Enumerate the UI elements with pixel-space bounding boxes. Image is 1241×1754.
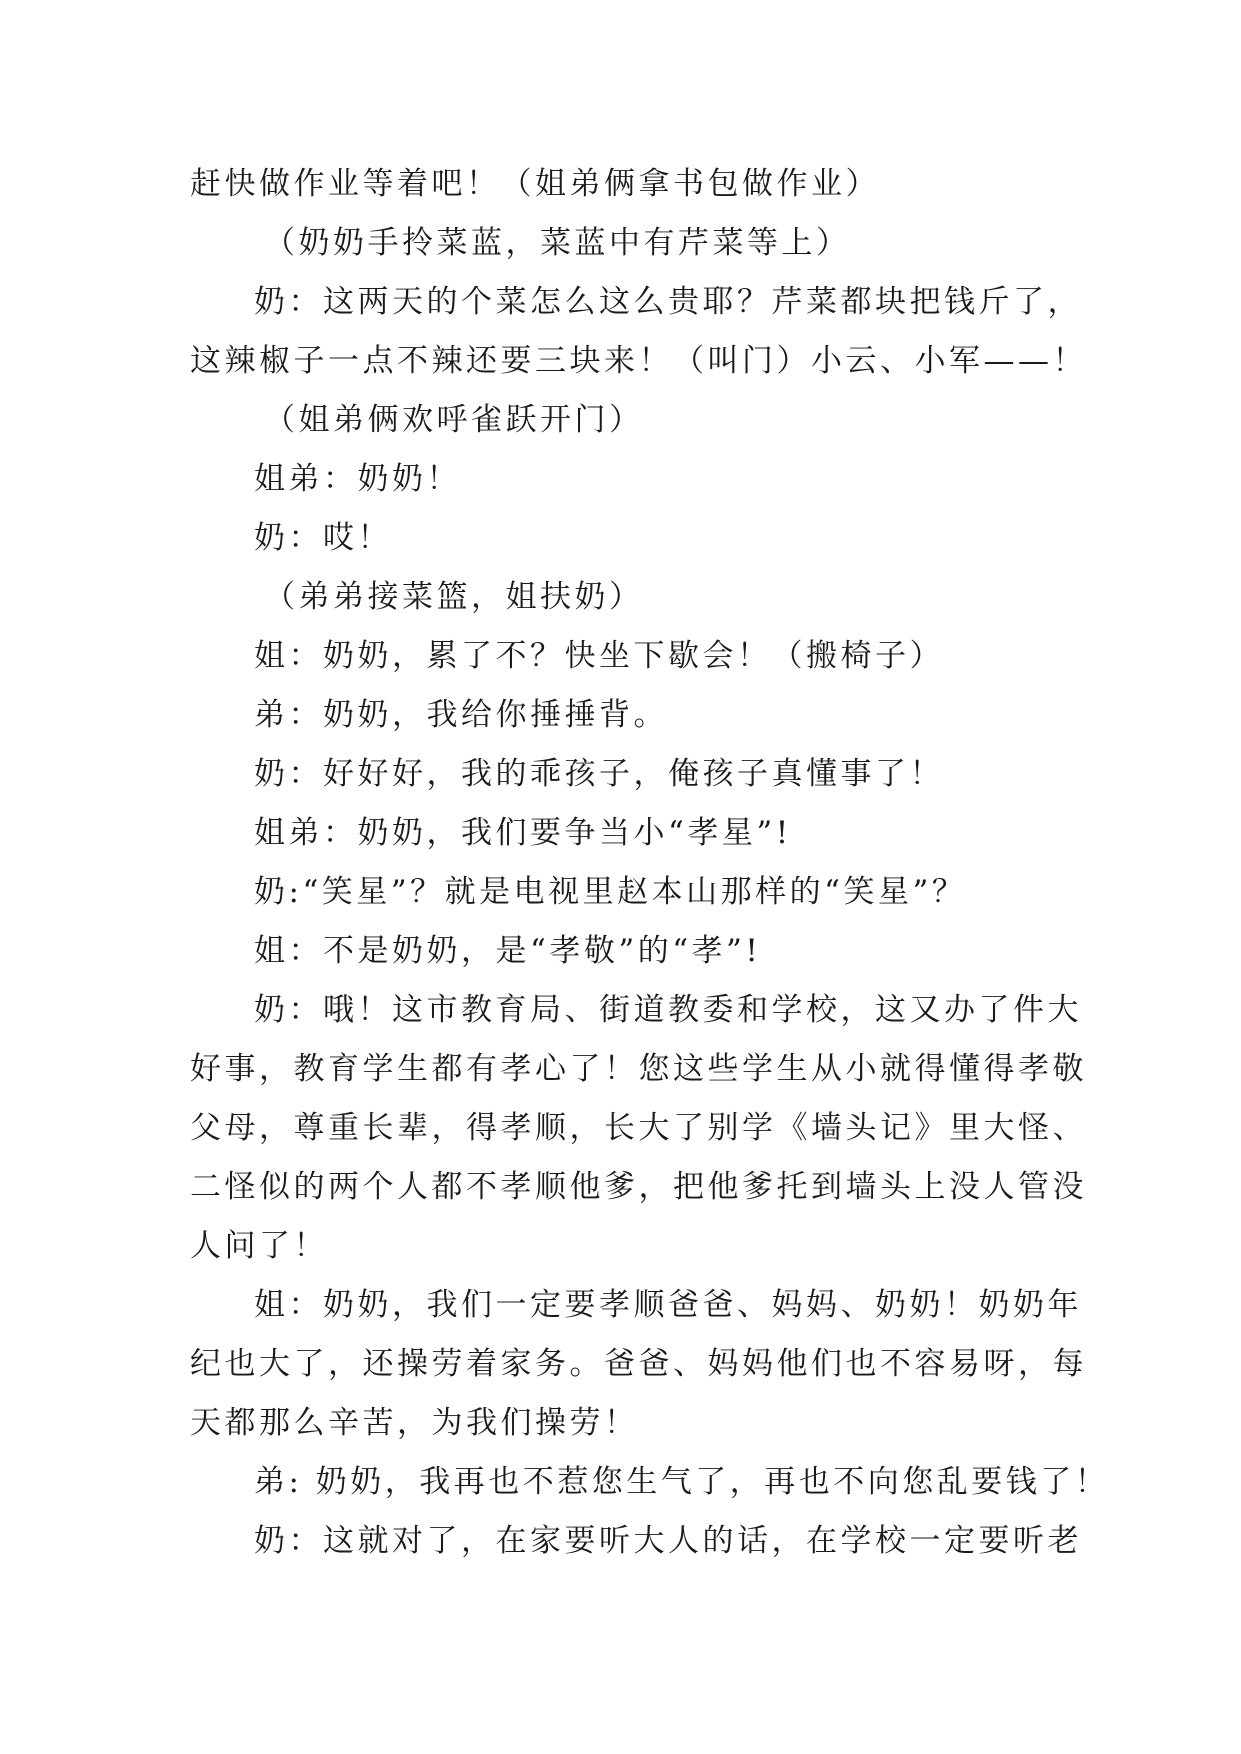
stage-direction: （奶奶手拎菜蓝，菜蓝中有芹菜等上） [264, 225, 851, 261]
dialogue-line: 奶：这两天的个菜怎么这么贵耶？芹菜都块把钱斤了， [254, 284, 1082, 320]
script-text-body [190, 155, 1110, 1571]
dialogue-line: 姐：不是奶奶，是“孝敬”的“孝”! [254, 933, 762, 969]
dialogue-line: 奶：这就对了，在家要听大人的话，在学校一定要听老 [254, 1523, 1082, 1559]
stage-direction: （姐弟俩欢呼雀跃开门） [264, 402, 644, 438]
text-line: 好事，教育学生都有孝心了！您这些学生从小就得懂得孝敬 [190, 1051, 1087, 1087]
dialogue-line: 姐弟：奶奶！ [254, 461, 461, 497]
dialogue-line: 弟: 奶奶，我再也不惹您生气了，再也不向您乱要钱了！ [254, 1464, 1110, 1500]
dialogue-line: 姐弟：奶奶，我们要争当小“孝星”! [254, 815, 792, 851]
text-line: 二怪似的两个人都不孝顺他爹，把他爹托到墙头上没人管没 [190, 1169, 1087, 1205]
stage-direction: （弟弟接菜篮，姐扶奶） [264, 579, 644, 615]
dialogue-line: 姐：奶奶，我们一定要孝顺爸爸、妈妈、奶奶！奶奶年 [254, 1287, 1082, 1323]
text-line: 纪也大了，还操劳着家务。爸爸、妈妈他们也不容易呀，每 [190, 1346, 1087, 1382]
dialogue-line: 奶：哦！这市教育局、街道教委和学校，这又办了件大 [254, 992, 1082, 1028]
text-line: 天都那么辛苦，为我们操劳！ [190, 1405, 639, 1441]
text-line: 父母，尊重长辈，得孝顺，长大了别学《墙头记》里大怪、 [190, 1110, 1087, 1146]
dialogue-line: 奶：哎！ [254, 520, 392, 556]
text-line: 这辣椒子一点不辣还要三块来！（叫门）小云、小军——！ [190, 343, 1087, 379]
text-line: 赶快做作业等着吧！（姐弟俩拿书包做作业） [190, 166, 880, 202]
dialogue-line: 弟：奶奶，我给你捶捶背。 [254, 697, 668, 733]
dialogue-line: 奶：好好好，我的乖孩子，俺孩子真懂事了！ [254, 756, 944, 792]
text-line: 人问了！ [190, 1228, 328, 1264]
dialogue-line: 奶:“笑星”？就是电视里赵本山那样的“笑星”？ [254, 874, 967, 910]
dialogue-line: 姐：奶奶，累了不？快坐下歇会！（搬椅子） [254, 638, 944, 674]
